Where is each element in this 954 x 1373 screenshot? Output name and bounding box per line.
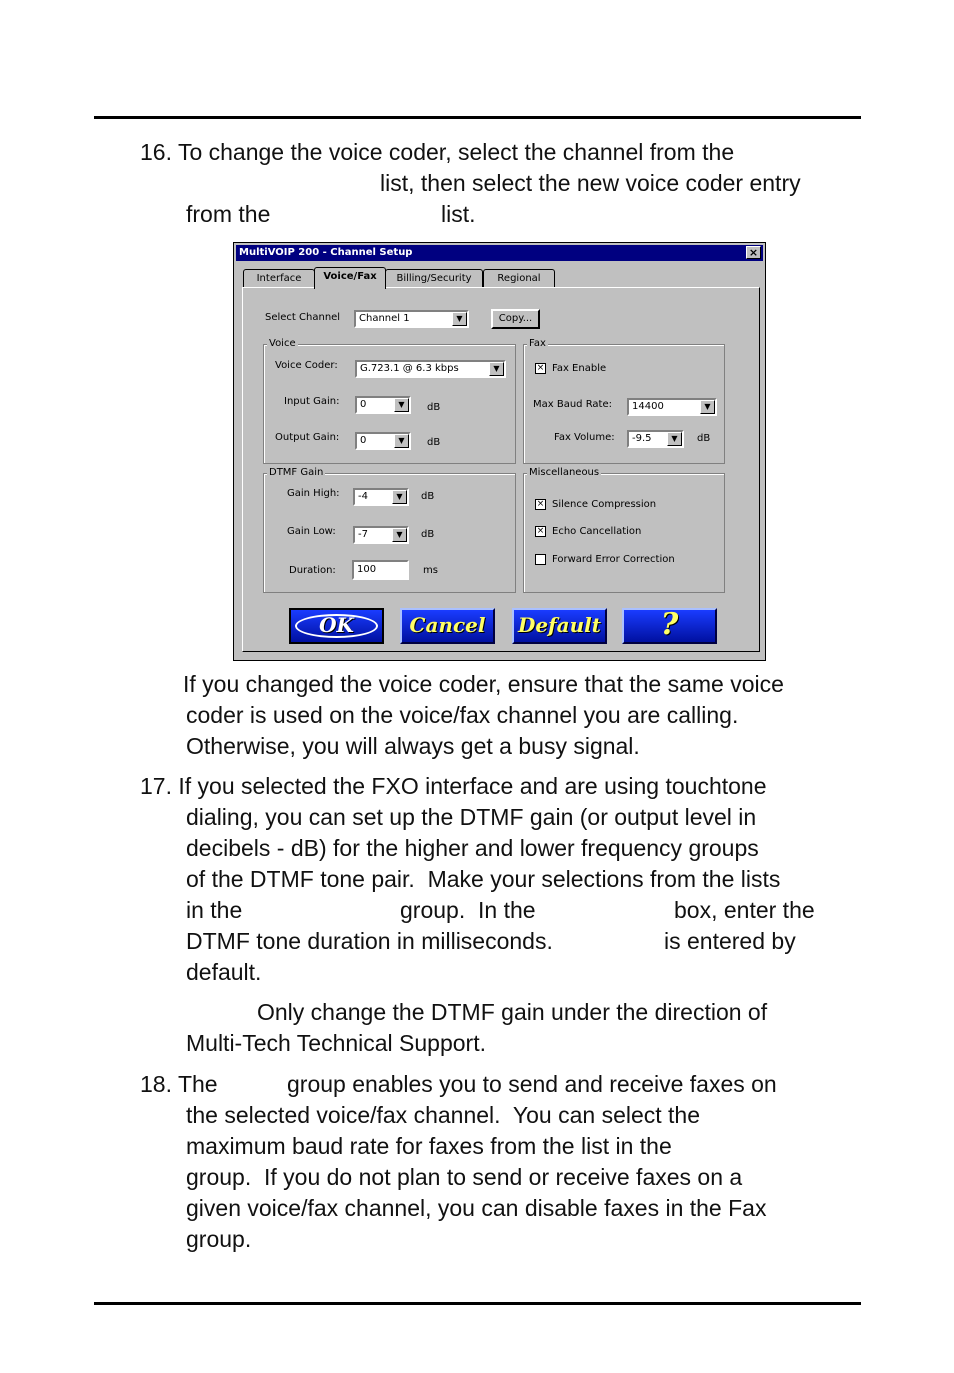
tab-voice-fax[interactable]: Voice/Fax	[314, 267, 386, 289]
output-gain-value: 0	[360, 435, 367, 446]
note-line-2: Multi-Tech Technical Support.	[186, 1030, 486, 1056]
step-17-line-1: 17. If you selected the FXO interface and are using touchtone	[140, 773, 767, 799]
input-gain-value: 0	[360, 399, 367, 410]
fax-enable-checkbox[interactable]: ×	[536, 363, 545, 373]
max-baud-value: 14400	[632, 401, 664, 412]
chevron-down-icon[interactable]: ▼	[392, 528, 407, 542]
question-mark-icon: ?	[660, 607, 679, 642]
gain-low-combo[interactable]	[353, 526, 409, 544]
miscellaneous-group-title: Miscellaneous	[529, 467, 600, 478]
chevron-down-icon[interactable]: ▼	[489, 362, 504, 376]
close-button[interactable]: ×	[746, 246, 761, 259]
select-channel-combo[interactable]	[354, 310, 469, 328]
fax-volume-combo[interactable]	[627, 430, 684, 448]
step-18-line-5: given voice/fax channel, you can disable faxes in the Fax	[186, 1195, 767, 1221]
top-rule	[94, 116, 861, 119]
tab-interface[interactable]: Interface	[243, 269, 315, 287]
gain-high-label: Gain High:	[287, 488, 340, 499]
max-baud-combo[interactable]	[627, 398, 717, 416]
duration-unit: ms	[423, 565, 438, 576]
channel-setup-dialog	[233, 242, 766, 661]
max-baud-label: Max Baud Rate:	[533, 399, 613, 410]
forward-error-correction-label: Forward Error Correction	[552, 554, 675, 565]
dialog-title: MultiVOIP 200 - Channel Setup	[239, 247, 413, 258]
select-channel-value: Channel 1	[359, 313, 410, 324]
echo-cancellation-label: Echo Cancellation	[552, 526, 642, 537]
fax-volume-unit: dB	[697, 433, 711, 444]
after-dialog-line-1: If you changed the voice coder, ensure that the same voice	[183, 671, 784, 697]
fax-volume-label: Fax Volume:	[554, 432, 615, 443]
step-18-line-6: group.	[186, 1226, 252, 1252]
dtmf-gain-group-title: DTMF Gain	[269, 467, 324, 478]
duration-input[interactable]: 100	[352, 560, 409, 580]
step-16-line-2: list, then select the new voice coder entry	[380, 170, 801, 196]
silence-compression-checkbox[interactable]: ×	[536, 499, 545, 509]
help-button[interactable]	[622, 608, 717, 644]
step-18-line-3: maximum baud rate for faxes from the list in the	[186, 1133, 672, 1159]
ok-button-label: OK	[319, 613, 354, 637]
tab-regional[interactable]: Regional	[483, 269, 555, 287]
default-button[interactable]: Default	[512, 608, 607, 644]
duration-label: Duration:	[289, 565, 336, 576]
gain-low-value: -7	[358, 529, 368, 540]
voice-coder-value: G.723.1 @ 6.3 kbps	[360, 363, 459, 374]
step-18-line-1b: group enables you to send and receive faxes on	[287, 1071, 777, 1097]
step-17-line-4: of the DTMF tone pair. Make your selections from the lists	[186, 866, 781, 892]
output-gain-label: Output Gain:	[275, 432, 340, 443]
fax-enable-label: Fax Enable	[552, 363, 607, 374]
step-18-line-2: the selected voice/fax channel. You can select the	[186, 1102, 701, 1128]
step-16-line-1: 16. To change the voice coder, select the channel from the	[140, 139, 735, 165]
step-18-line-1a: 18. The	[140, 1071, 218, 1097]
bottom-rule	[94, 1302, 861, 1305]
ok-button[interactable]	[289, 608, 384, 644]
select-channel-label: Select Channel	[265, 312, 341, 323]
cancel-button[interactable]: Cancel	[400, 608, 495, 644]
input-gain-unit: dB	[427, 402, 441, 413]
after-dialog-line-3: Otherwise, you will always get a busy signal.	[186, 733, 640, 759]
step-17-line-6a: DTMF tone duration in milliseconds.	[186, 928, 553, 954]
silence-compression-label: Silence Compression	[552, 499, 657, 510]
chevron-down-icon[interactable]: ▼	[700, 400, 715, 414]
step-17-line-5c: box, enter the	[674, 897, 815, 923]
chevron-down-icon[interactable]: ▼	[452, 312, 467, 326]
forward-error-correction-checkbox[interactable]	[535, 554, 546, 565]
tab-billing-security[interactable]: Billing/Security	[385, 269, 483, 287]
gain-low-label: Gain Low:	[287, 526, 336, 537]
copy-button[interactable]: Copy...	[491, 309, 540, 329]
input-gain-combo[interactable]	[355, 396, 411, 414]
gain-high-value: -4	[358, 491, 368, 502]
output-gain-unit: dB	[427, 437, 441, 448]
voice-coder-label: Voice Coder:	[275, 360, 338, 371]
gain-high-unit: dB	[421, 491, 435, 502]
step-17-line-6b: is entered by	[664, 928, 796, 954]
chevron-down-icon[interactable]: ▼	[392, 490, 407, 504]
step-17-line-5b: group. In the	[400, 897, 536, 923]
after-dialog-line-2: coder is used on the voice/fax channel you are calling.	[186, 702, 739, 728]
gain-high-combo[interactable]	[353, 488, 409, 506]
step-18-line-4: group. If you do not plan to send or receive faxes on a	[186, 1164, 743, 1190]
step-17-line-3: decibels - dB) for the higher and lower frequency groups	[186, 835, 759, 861]
input-gain-label: Input Gain:	[284, 396, 340, 407]
voice-group-title: Voice	[269, 338, 296, 349]
step-17-line-2: dialing, you can set up the DTMF gain (or output level in	[186, 804, 757, 830]
fax-volume-value: -9.5	[632, 433, 652, 444]
chevron-down-icon[interactable]: ▼	[394, 434, 409, 448]
dialog-titlebar	[236, 245, 763, 261]
echo-cancellation-checkbox[interactable]: ×	[536, 526, 545, 536]
step-16-line-3b: list.	[441, 201, 476, 227]
gain-low-unit: dB	[421, 529, 435, 540]
chevron-down-icon[interactable]: ▼	[394, 398, 409, 412]
output-gain-combo[interactable]	[355, 432, 411, 450]
chevron-down-icon[interactable]: ▼	[667, 432, 682, 446]
note-line-1: Only change the DTMF gain under the direction of	[257, 999, 768, 1025]
voice-coder-combo[interactable]	[355, 360, 506, 378]
fax-group-title: Fax	[529, 338, 546, 349]
step-16-line-3a: from the	[186, 201, 271, 227]
step-17-line-5a: in the	[186, 897, 243, 923]
step-17-line-7: default.	[186, 959, 262, 985]
